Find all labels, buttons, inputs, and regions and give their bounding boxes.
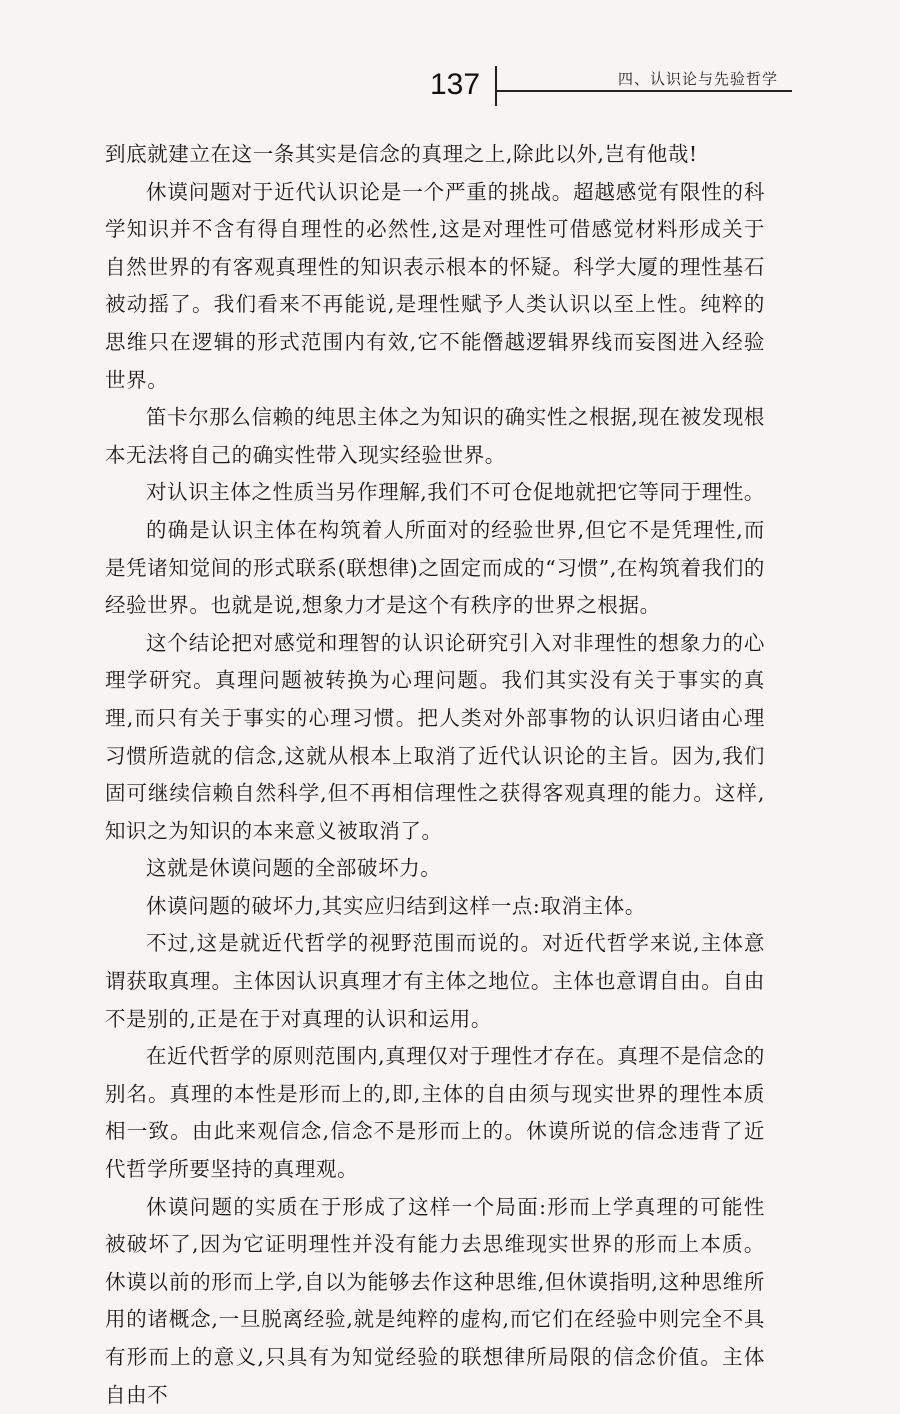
paragraph: 休谟问题对于近代认识论是一个严重的挑战。超越感觉有限性的科学知识并不含有得自理性的必然性,这是对理性可借感觉材料形成关于自然世界的有客观真理性的知识表示根本的怀疑。科学大厦的理性基石被动摇了。我们看来不再能说,是理性赋予人类认识以至上性。纯粹的思维只在逻辑的形式范围内有效,它不能僭越逻辑界线而妄图进入经验世界。 <box>105 179 765 392</box>
paragraph: 在近代哲学的原则范围内,真理仅对于理性才存在。真理不是信念的别名。真理的本性是形而上的,即,主体的自由须与现实世界的理性本质相一致。由此来观信念,信念不是形而上的。休谟所说的信念违背了近代哲学所要坚持的真理观。 <box>105 1044 766 1182</box>
body-text <box>105 136 765 1414</box>
paragraph: 休谟问题的实质在于形成了这样一个局面:形而上学真理的可能性被破坏了,因为它证明理性并没有能力去思维现实世界的形而上本质。休谟以前的形而上学,自以为能够去作这种思维,但休谟指明,这种思维所用的诸概念,一旦脱离经验,就是纯粹的虚构,而它们在经验中则完全不具有形而上的意义,只具有为知觉经验的联想律所局限的信念价值。主体自由不 <box>105 1194 765 1407</box>
paragraph: 笛卡尔那么信赖的纯思主体之为知识的确实性之根据,现在被发现根本无法将自己的确实性带入现实经验世界。 <box>105 405 766 467</box>
page-number: 137 <box>430 68 481 101</box>
paragraph: 的确是认识主体在构筑着人所面对的经验世界,但它不是凭理性,而是凭诸知觉间的形式联系(联想律)之固定而成的“习惯”,在构筑着我们的经验世界。也就是说,想象力才是这个有秩序的世界之根据。 <box>105 517 765 618</box>
paragraph: 这个结论把对感觉和理智的认识论研究引入对非理性的想象力的心理学研究。真理问题被转换为心理问题。我们其实没有关于事实的真理,而只有关于事实的心理习惯。把人类对外部事物的认识归诸由心理习惯所造就的信念,这就从根本上取消了近代认识论的主旨。因为,我们固可继续信赖自然科学,但不再相信理性之获得客观真理的能力。这样,知识之为知识的本来意义被取消了。 <box>105 630 765 843</box>
paragraph: 这就是休谟问题的全部破坏力。 <box>146 856 442 881</box>
header-horizontal-rule <box>497 90 792 92</box>
header-vertical-rule <box>495 66 497 106</box>
paragraph: 休谟问题的破坏力,其实应归结到这样一点:取消主体。 <box>146 893 646 918</box>
paragraph: 不过,这是就近代哲学的视野范围而说的。对近代哲学来说,主体意谓获取真理。主体因认识真理才有主体之地位。主体也意谓自由。自由不是别的,正是在于对真理的认识和运用。 <box>105 931 765 1031</box>
running-head: 四、认识论与先验哲学 <box>618 70 779 88</box>
paragraph: 到底就建立在这一条其实是信念的真理之上,除此以外,岂有他哉! <box>105 142 698 166</box>
paragraph: 对认识主体之性质当另作理解,我们不可仓促地就把它等同于理性。 <box>146 480 766 505</box>
